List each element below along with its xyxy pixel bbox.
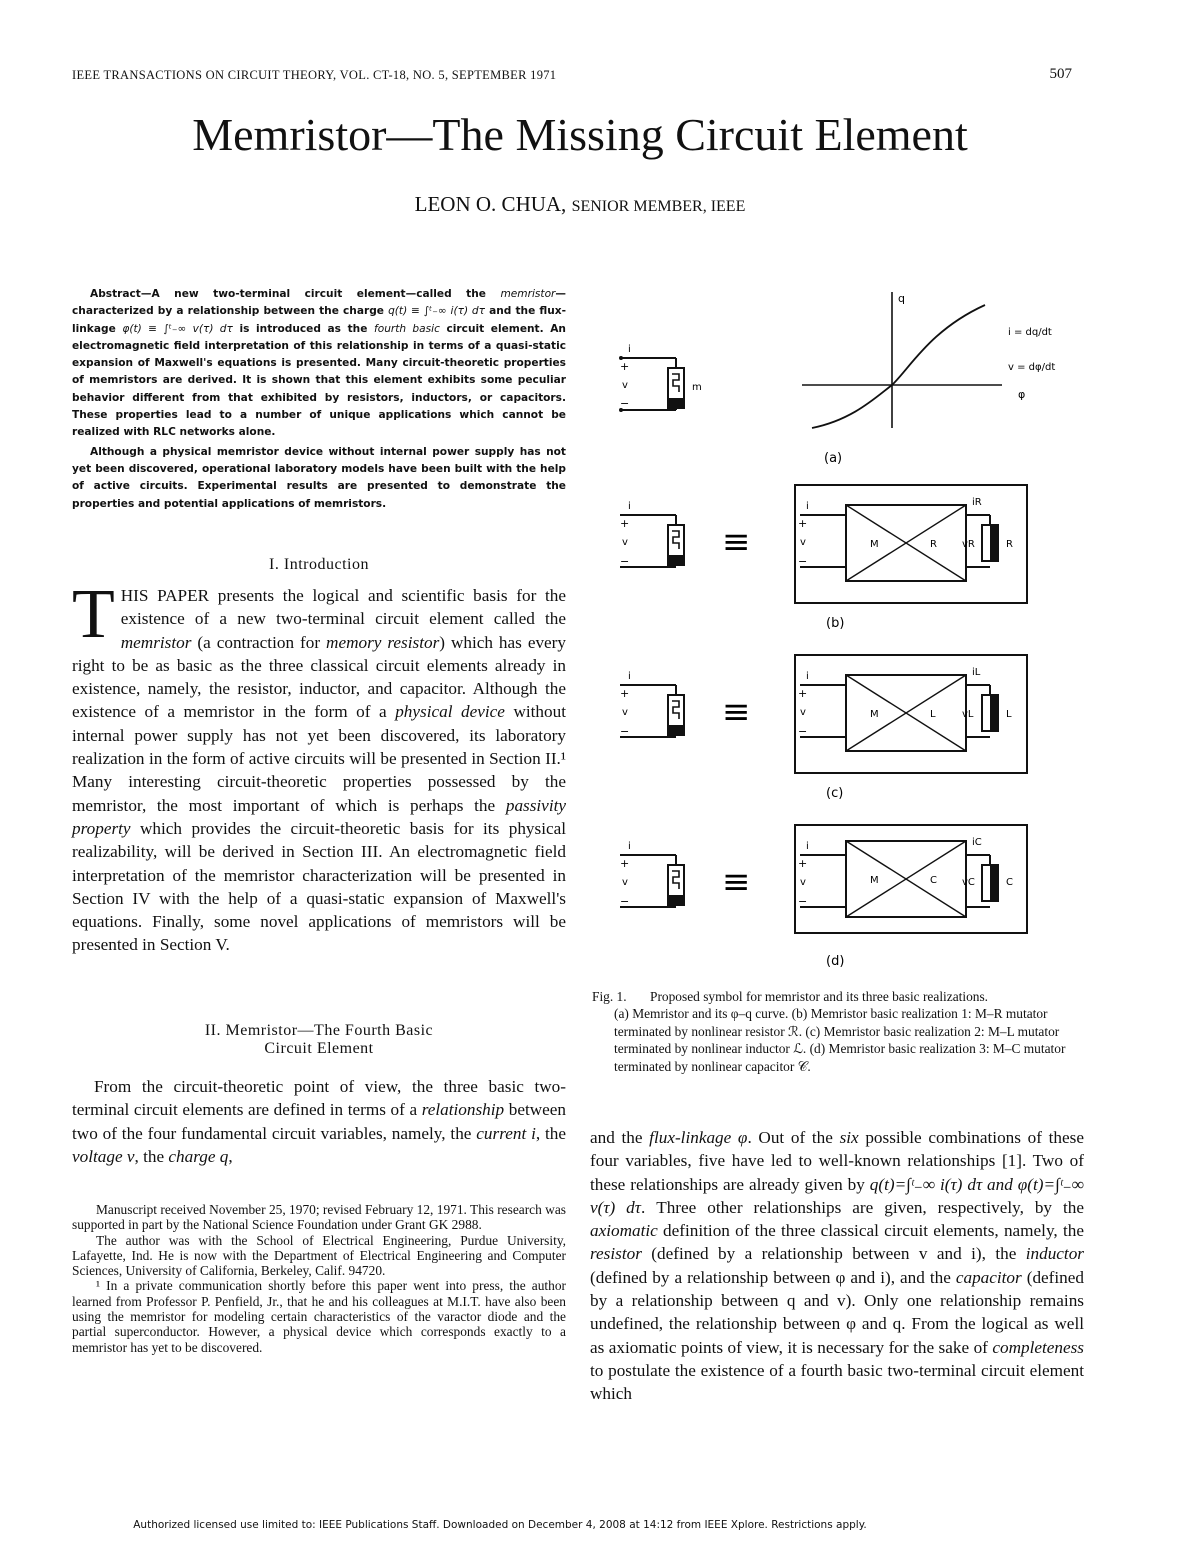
svg-text:v: v [622, 537, 628, 548]
panel-a-label: (a) [824, 451, 843, 466]
svg-text:i: i [806, 501, 809, 512]
section-2-text: From the circuit-theoretic point of view, the three basic two-terminal circuit elements are defined in terms of a relationship between two of the four fundamental circuit variables, namely, the current i, the voltage v, the charge q, [72, 1077, 567, 1166]
svg-text:i: i [628, 671, 631, 682]
svg-text:v: v [800, 877, 806, 888]
memristor-symbol-label: m [692, 382, 702, 393]
abstract-paragraph-1: Abstract—A new two-terminal circuit element—called the memristor—characterized by a relationship between the charge q(t) ≡ ∫ᵗ₋∞ i(τ) dτ and the flux-linkage φ(t) ≡ ∫ᵗ₋∞ v(τ) dτ is introduced as the fourth basic circuit element. An electromagnetic field interpretation of this relationship in terms of a quasi-static expansion of Maxwell's equations is presented. Many circuit-theoretic properties of memristors are derived. It is shown that this element exhibits some peculiar behavior different from that exhibited by resistors, inductors, or capacitors. These properties lead to a number of unique applications which cannot be realized with RLC networks alone. [72, 288, 566, 439]
figure-caption: Fig. 1. Proposed symbol for memristor and its three basic realizations. (a) Memristor and its φ–q curve. (b) Memristor basic realization 1: M–R mutator terminated by nonlinear resistor ℛ. (c) Memristor basic realization 2: M–L mutator terminated by nonlinear inductor ℒ. (d) Memristor basic realization 3: M–C mutator terminated by nonlinear capacitor 𝒞. [592, 989, 1066, 1074]
svg-text:−: − [620, 555, 630, 568]
panel-d [620, 825, 1027, 969]
svg-text:≡: ≡ [722, 862, 751, 902]
svg-text:−: − [798, 895, 808, 908]
section-2-heading: II. Memristor—The Fourth Basic Circuit Element [204, 1022, 434, 1057]
eq-v: v = dφ/dt [1008, 362, 1056, 373]
panel-d-label: (d) [826, 954, 845, 969]
svg-text:C: C [930, 875, 937, 886]
drop-cap: T [72, 576, 115, 653]
svg-text:−: − [798, 725, 808, 738]
footnote-1: ¹ In a private communication shortly before this paper went into press, the author learned from Professor P. Penfield, Jr., that he and his colleagues at M.I.T. have also been using the memristor for modeling certain characteristics of the varactor diode and the partial superconductor. However, a physical device which corresponds exactly to a memristor has yet to be discovered. [72, 1278, 566, 1355]
svg-text:i: i [628, 841, 631, 852]
footnote-author: The author was with the School of Electrical Engineering, Purdue University, Lafayette, Ind. He is now with the Department of Electrical Engineering and Computer Sciences, University of California, Berkeley, Calif. 94720. [72, 1232, 566, 1279]
svg-text:vR: vR [962, 539, 975, 550]
svg-text:+: + [620, 517, 630, 530]
svg-text:≡: ≡ [722, 692, 751, 732]
abstract [72, 286, 566, 513]
svg-text:+: + [620, 687, 630, 700]
abstract-paragraph-2: Although a physical memristor device without internal power supply has not yet been discovered, operational laboratory models have been built with the help of active circuits. Experimental results are presented to demonstrate the properties and potential applications of memristors. [72, 445, 566, 510]
svg-text:v: v [622, 707, 628, 718]
figure-1 [590, 280, 1090, 980]
svg-text:v: v [800, 537, 806, 548]
phi-axis-label: φ [1018, 388, 1026, 401]
svg-text:iL: iL [972, 667, 981, 678]
svg-text:+: + [798, 687, 808, 700]
author-line [0, 192, 1160, 217]
svg-text:L: L [1006, 709, 1012, 720]
paper-title: Memristor—The Missing Circuit Element [192, 109, 968, 160]
svg-text:R: R [930, 539, 937, 550]
svg-text:iR: iR [972, 497, 982, 508]
svg-text:v: v [622, 877, 628, 888]
author-affiliation: SENIOR MEMBER, IEEE [571, 198, 746, 215]
page-number: 507 [1049, 66, 1072, 82]
eq-i: i = dq/dt [1008, 327, 1052, 338]
column-2-text: and the flux-linkage φ. Out of the six possible combinations of these four variables, five have led to well-known relationships [1]. Two of these relationships are already given by q(t)=∫ᵗ₋∞ i(τ) dτ and φ(t)=∫ᵗ₋∞ v(τ) dτ. Three other relationships are given, respectively, by the axiomatic definition of the three classical circuit elements, namely, the resistor (defined by a relationship between v and i), the inductor (defined by a relationship between φ and i), and the capacitor (defined by a relationship between q and v). Only one relationship remains undefined, the relationship between φ and q. From the logical as well as axiomatic points of view, it is necessary for the sake of completeness to postulate the existence of a fourth basic two-terminal circuit element which [590, 1128, 1085, 1404]
panel-b-label: (b) [826, 616, 845, 631]
svg-text:M: M [870, 539, 879, 550]
svg-text:v: v [800, 707, 806, 718]
svg-text:+: + [798, 517, 808, 530]
panel-a [619, 292, 1055, 466]
download-footer: Authorized licensed use limited to: IEEE Publications Staff. Downloaded on December 4, 2008 at 14:12 from IEEE Xplore. Restrictions apply. [133, 1519, 867, 1531]
section-1-heading: I. Introduction [269, 556, 369, 573]
svg-text:−: − [798, 555, 808, 568]
svg-text:−: − [620, 725, 630, 738]
svg-text:i: i [806, 671, 809, 682]
panel-c [620, 655, 1027, 801]
svg-text:C: C [1006, 877, 1013, 888]
svg-text:−: − [620, 397, 630, 410]
svg-text:+: + [620, 360, 630, 373]
svg-text:+: + [620, 857, 630, 870]
svg-text:+: + [798, 857, 808, 870]
panel-c-label: (c) [826, 786, 844, 801]
q-axis-label: q [898, 292, 905, 305]
svg-text:M: M [870, 875, 879, 886]
running-head: IEEE TRANSACTIONS ON CIRCUIT THEORY, VOL. CT-18, NO. 5, SEPTEMBER 1971 [72, 68, 557, 82]
footnotes [72, 1202, 566, 1355]
panel-b [620, 485, 1027, 631]
svg-text:v: v [622, 380, 628, 391]
svg-text:i: i [806, 841, 809, 852]
svg-text:−: − [620, 895, 630, 908]
svg-text:R: R [1006, 539, 1013, 550]
equivalence-sign: ≡ [722, 522, 751, 562]
author-name: LEON O. CHUA, [414, 192, 567, 216]
footnote-manuscript: Manuscript received November 25, 1970; revised February 12, 1971. This research was supported in part by the National Science Foundation under Grant GK 2988. [72, 1202, 566, 1233]
svg-text:i: i [628, 501, 631, 512]
current-label: i [628, 344, 631, 355]
svg-text:M: M [870, 709, 879, 720]
svg-text:iC: iC [972, 837, 982, 848]
svg-text:L: L [930, 709, 936, 720]
phi-q-curve [812, 305, 985, 428]
introduction-text: THIS PAPER presents the logical and scientific basis for the existence of a new two-terminal circuit element called the memristor (a contraction for memory resistor) which has every right to be as basic as the three classical circuit elements already in existence, namely, the resistor, inductor, and capacitor. Although the existence of a memristor in the form of a physical device without internal power supply has not yet been discovered, its laboratory realization in the form of active circuits will be presented in Section II.¹ Many interesting circuit-theoretic properties possessed by the memristor, the most important of which is perhaps the passivity property which provides the circuit-theoretic basis for its physical realizability, will be derived in Section III. An electromagnetic field interpretation of the memristor characterization will be presented in Section IV with the help of a quasi-static expansion of Maxwell's equations. Finally, some novel applications of memristors will be presented in Section V. [72, 576, 566, 955]
svg-text:vL: vL [962, 709, 974, 720]
svg-text:vC: vC [962, 877, 975, 888]
